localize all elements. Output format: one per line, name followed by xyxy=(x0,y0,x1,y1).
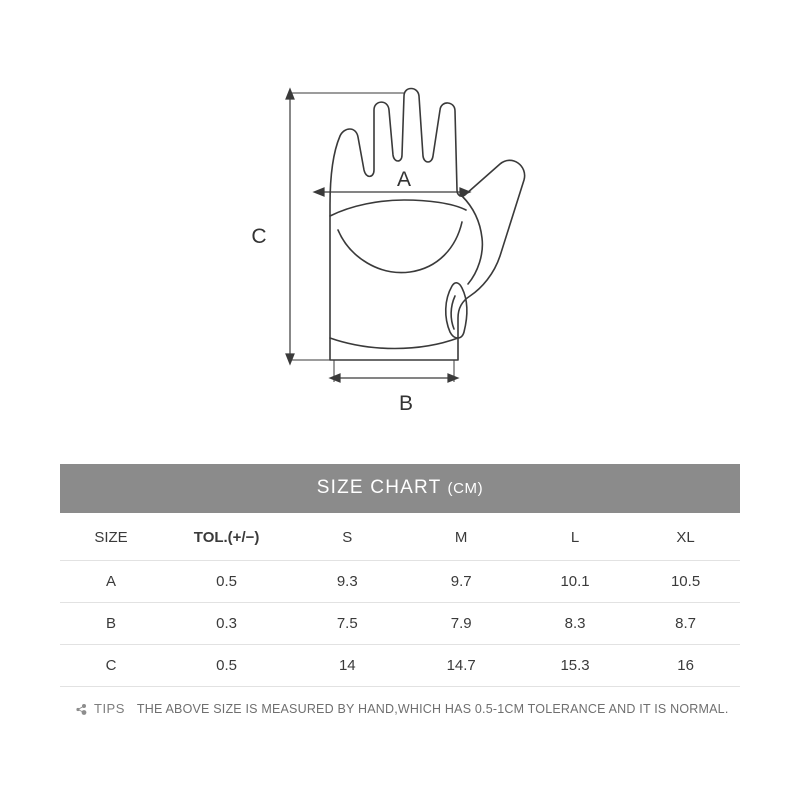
cell-a-xl: 10.5 xyxy=(631,561,740,603)
size-chart-title: SIZE CHART xyxy=(316,477,442,498)
column-header-tolerance: TOL.(+/−) xyxy=(162,513,291,561)
dimension-b-arrow-left xyxy=(330,374,340,382)
tips-icon xyxy=(74,703,88,717)
row-label-a: A xyxy=(60,561,162,603)
cell-a-tol: 0.5 xyxy=(162,561,291,603)
dimension-b-arrow-right xyxy=(448,374,458,382)
row-label-c: C xyxy=(60,645,162,687)
palm-pad-detail xyxy=(446,283,467,338)
tips-row xyxy=(60,687,740,716)
dimension-label-c: C xyxy=(251,225,267,248)
cell-c-l: 15.3 xyxy=(519,645,631,687)
table-header-row xyxy=(60,513,740,561)
cell-c-tol: 0.5 xyxy=(162,645,291,687)
palm-inner-line xyxy=(330,200,466,216)
size-chart-table xyxy=(60,513,740,687)
table-row xyxy=(60,561,740,603)
dimension-c-arrow-top xyxy=(286,89,294,99)
column-header-xl: XL xyxy=(631,513,740,561)
dimension-label-a: A xyxy=(396,168,412,191)
tips-text: THE ABOVE SIZE IS MEASURED BY HAND,WHICH HAS 0.5-1CM TOLERANCE AND IT IS NORMAL. xyxy=(136,701,729,716)
palm-pad-inner xyxy=(451,296,455,329)
thumb-inner-line xyxy=(338,222,462,273)
column-header-m: M xyxy=(403,513,519,561)
cell-b-s: 7.5 xyxy=(291,603,403,645)
cell-b-l: 8.3 xyxy=(519,603,631,645)
cell-a-s: 9.3 xyxy=(291,561,403,603)
cell-c-xl: 16 xyxy=(631,645,740,687)
size-chart-block xyxy=(60,464,740,716)
cell-a-m: 9.7 xyxy=(403,561,519,603)
wrist-band-line xyxy=(330,338,458,349)
cell-c-m: 14.7 xyxy=(403,645,519,687)
row-label-b: B xyxy=(60,603,162,645)
cell-b-m: 7.9 xyxy=(403,603,519,645)
cell-b-xl: 8.7 xyxy=(631,603,740,645)
cell-c-s: 14 xyxy=(291,645,403,687)
column-header-l: L xyxy=(519,513,631,561)
glove-outline xyxy=(330,89,525,361)
column-header-s: S xyxy=(291,513,403,561)
dimension-c-arrow-bottom xyxy=(286,354,294,364)
table-row xyxy=(60,603,740,645)
table-row xyxy=(60,645,740,687)
dimension-label-b: B xyxy=(398,392,414,415)
tips-label: TIPS xyxy=(94,701,125,716)
size-chart-header xyxy=(60,464,740,513)
size-chart-unit: (CM) xyxy=(447,480,484,497)
cell-b-tol: 0.3 xyxy=(162,603,291,645)
column-header-size: SIZE xyxy=(60,513,162,561)
dimension-a-arrow-left xyxy=(314,188,324,196)
cell-a-l: 10.1 xyxy=(519,561,631,603)
